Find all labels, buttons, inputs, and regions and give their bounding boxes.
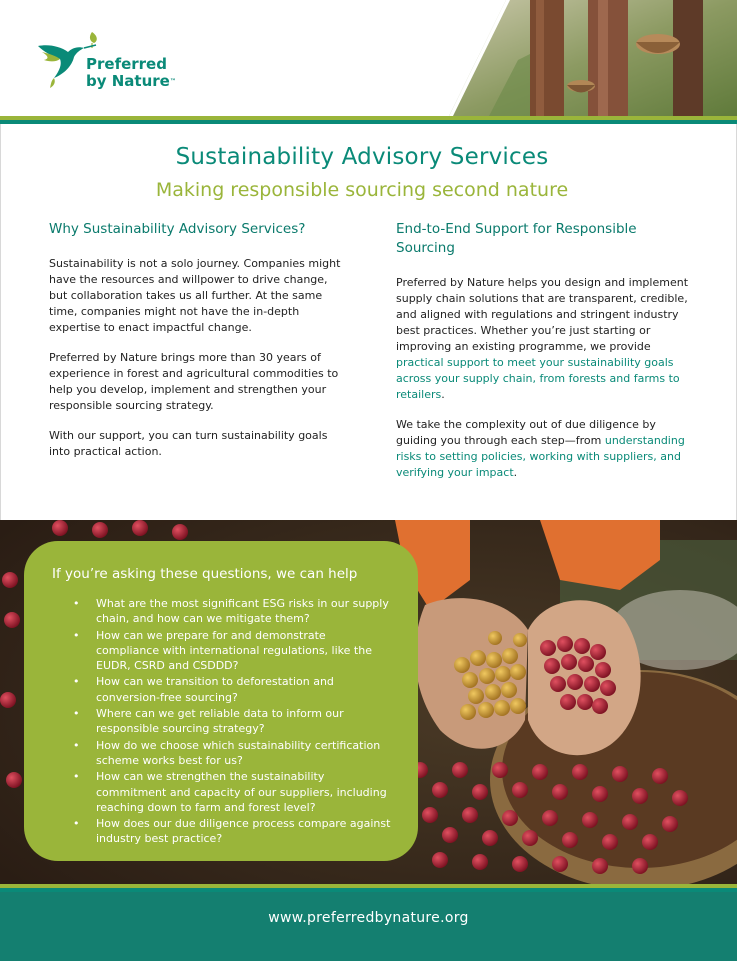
logo-tm: ™ (169, 78, 176, 85)
right-paragraph-1-end: . (441, 388, 445, 401)
question-item: • What are the most significant ESG risks in our supply chain, and how can we mitigate them? (52, 596, 392, 627)
header (0, 0, 737, 118)
right-column (396, 220, 696, 495)
right-paragraph-2 (396, 417, 696, 481)
right-paragraph-2-highlight: understanding risks to setting policies, working with suppliers, and verifying your impact (396, 434, 685, 479)
left-paragraph-2: Preferred by Nature brings more than 30 years of experience in forest and agricultural commodities to help you develop, implement and strengthen your responsible sourcing strategy. (49, 351, 339, 412)
header-photo (448, 0, 737, 118)
left-column (49, 220, 349, 474)
right-paragraph-1-highlight: practical support to meet your sustainability goals across your supply chain, from forests and farms to retailers (396, 356, 680, 401)
questions-box (24, 541, 418, 861)
right-paragraph-2-end: . (513, 466, 518, 479)
header-stripe-teal (0, 120, 737, 124)
questions-heading: If you’re asking these questions, we can help (52, 566, 358, 582)
logo-line1: Preferred (86, 55, 167, 73)
left-paragraph-1: Sustainability is not a solo journey. Companies might have the resources and willpower to drive change, but collaboration takes us all further. At the same time, companies might not have the in-depth expertise to enact impactful change. (49, 257, 341, 334)
logo-wordmark (86, 56, 176, 90)
left-paragraph-3: With our support, you can turn sustainability goals into practical action. (49, 429, 328, 458)
question-item: • How can we prepare for and demonstrate compliance with international regulations, like the EUDR, CSRD and CSDDD? (52, 628, 392, 674)
question-item: • How can we transition to deforestation and conversion-free sourcing? (52, 674, 392, 705)
right-paragraph-1 (396, 275, 696, 403)
page-subtitle: Making responsible sourcing second nature (155, 179, 569, 201)
right-column-heading: End-to-End Support for Responsible Sourcing (396, 221, 637, 256)
right-paragraph-1-text: Preferred by Nature helps you design and implement supply chain solutions that are transparent, credible, and aligned with regulations and stringent industry best practices. Whether you’re just starting or improving an existing programme, we provide (396, 276, 689, 353)
website-link[interactable]: www.preferredbynature.org (268, 910, 469, 926)
logo-line2: by Nature (86, 72, 170, 90)
question-item: • How do we choose which sustainability certification scheme works best for us? (52, 738, 392, 769)
questions-list (52, 596, 392, 847)
left-column-heading: Why Sustainability Advisory Services? (49, 221, 306, 237)
question-item: • How does our due diligence process compare against industry best practice? (52, 816, 392, 847)
question-item: • Where can we get reliable data to inform our responsible sourcing strategy? (52, 706, 392, 737)
question-item: • How can we strengthen the sustainability commitment and capacity of our suppliers, including reaching down to farm and forest level? (52, 769, 392, 815)
footer (0, 892, 737, 961)
page-title: Sustainability Advisory Services (175, 144, 549, 170)
right-paragraph-2-text: We take the complexity out of due diligence by guiding you through each step—from (396, 418, 656, 447)
